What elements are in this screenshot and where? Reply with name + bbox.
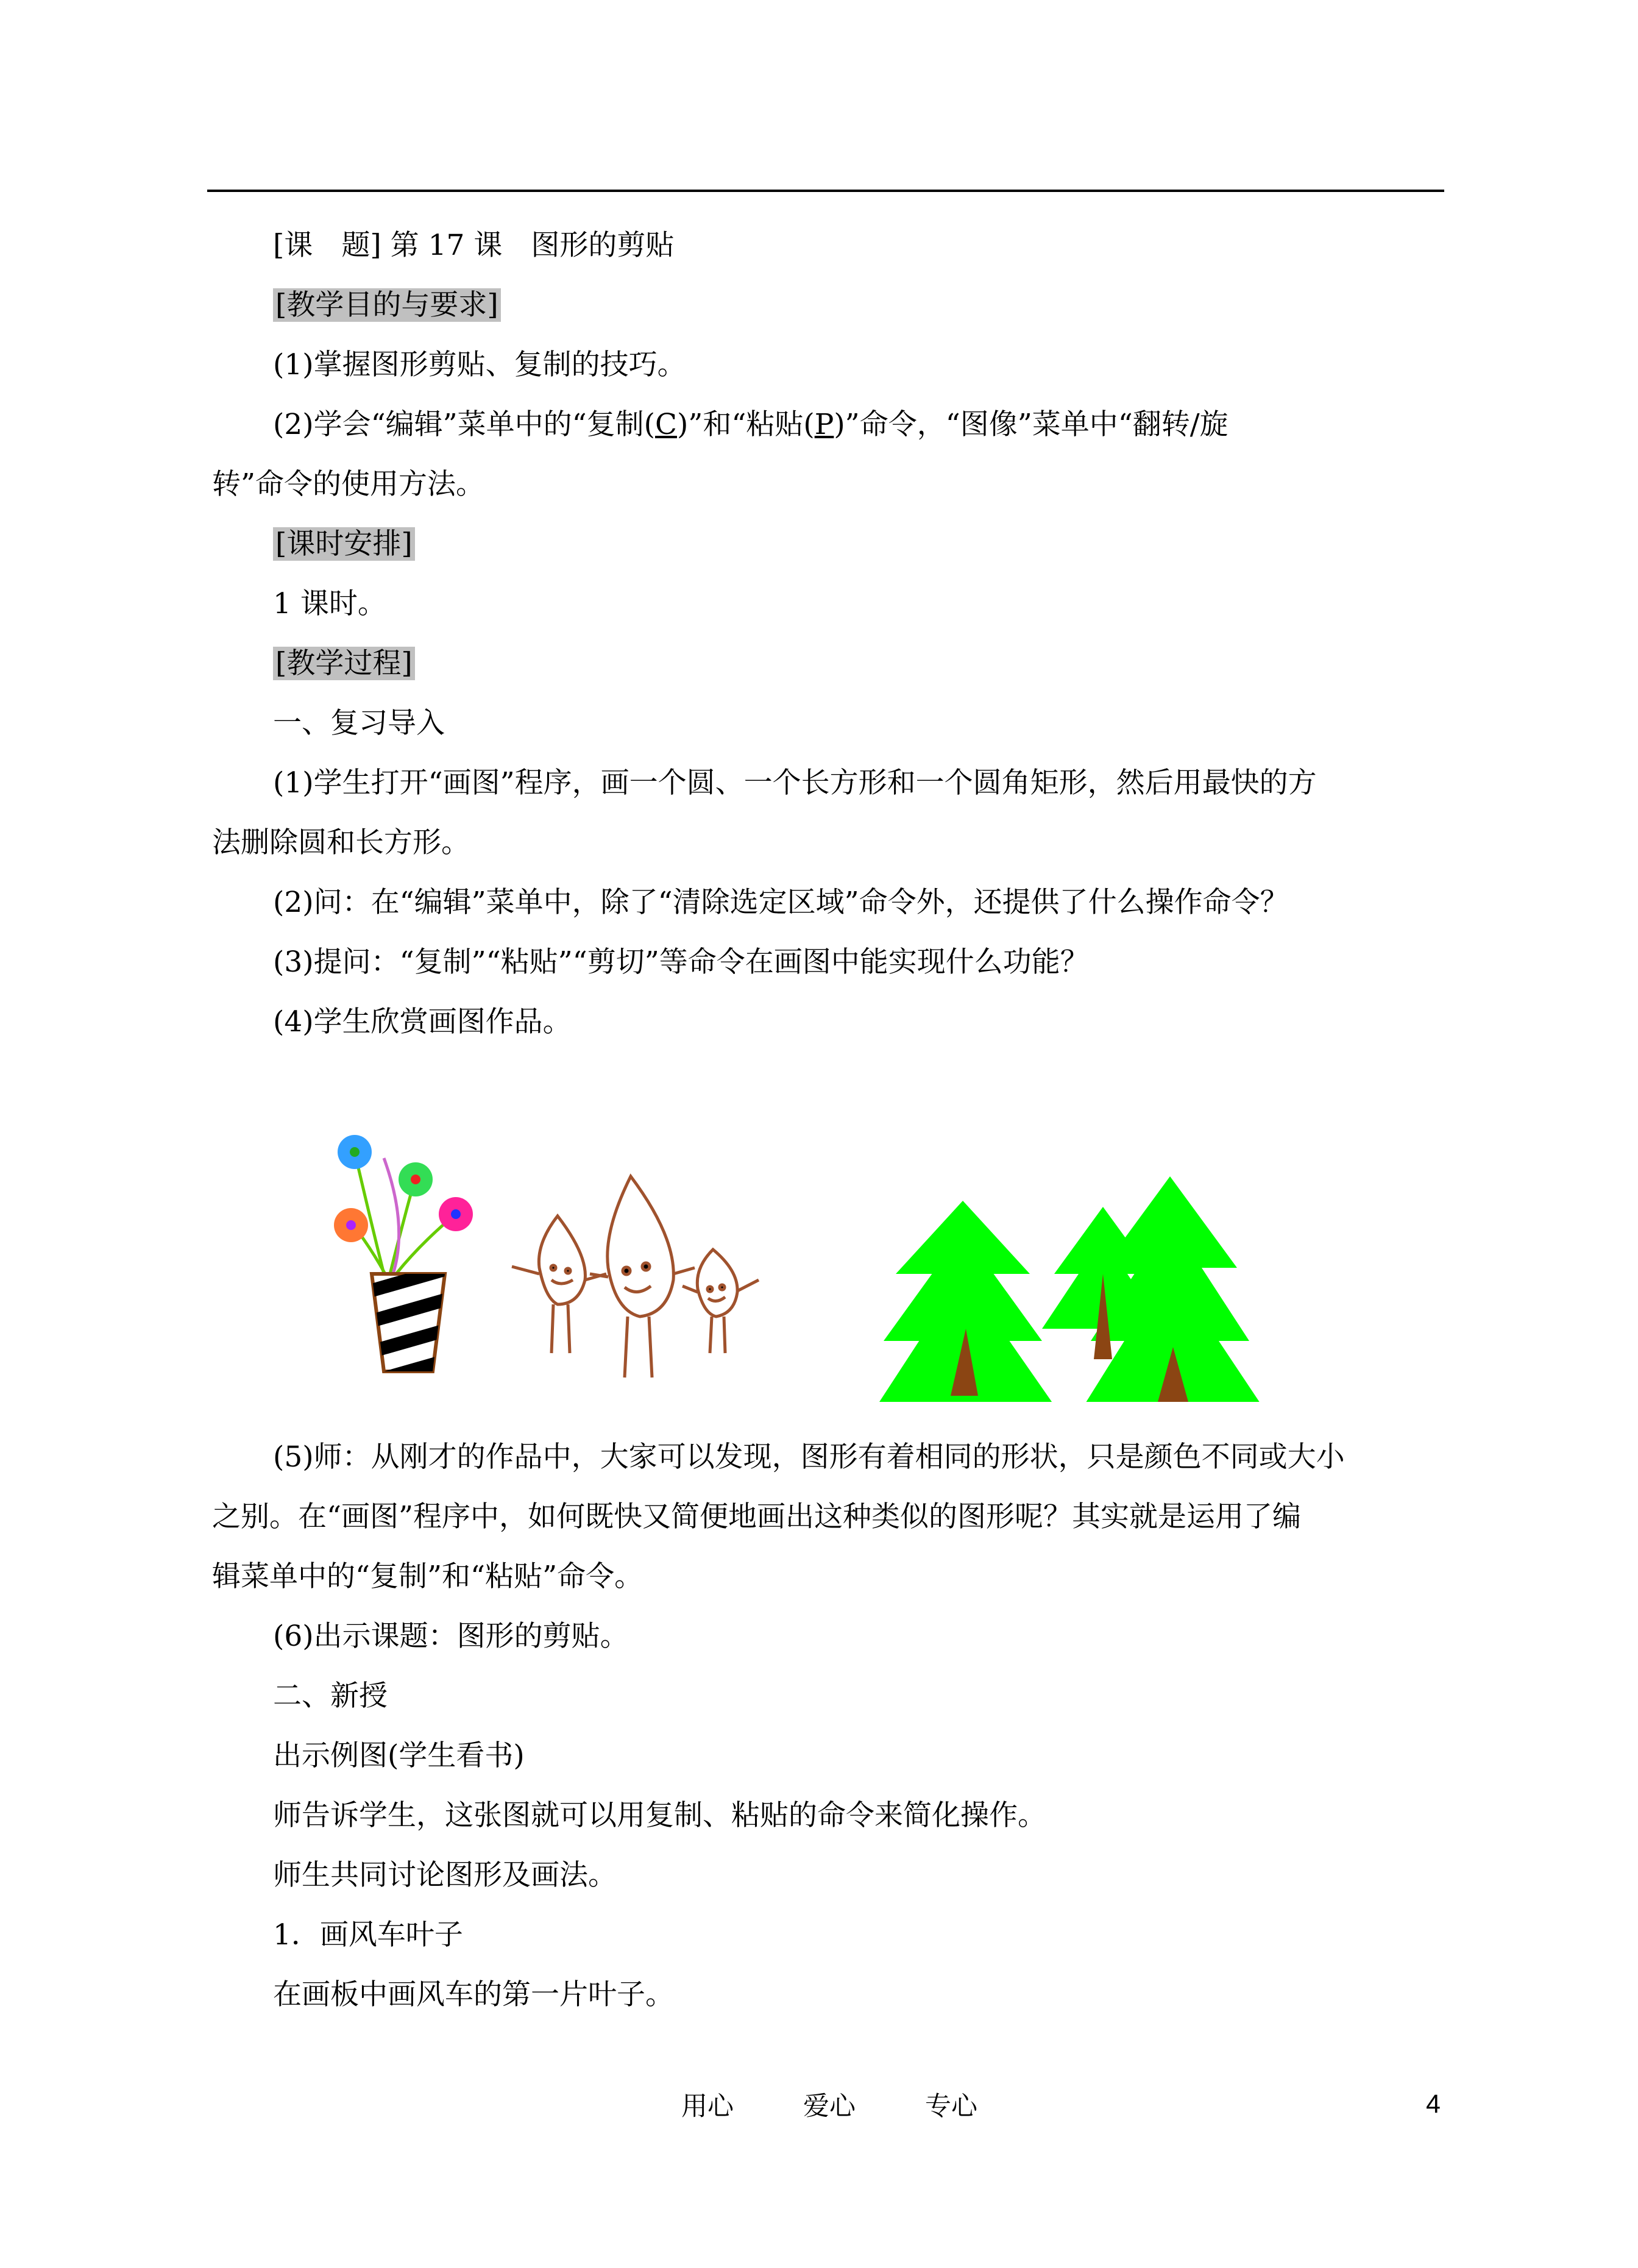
review-p3: (3)提问：“复制”“粘贴”“剪切”等命令在画图中能实现什么功能？ — [273, 945, 1089, 979]
lesson-title-line — [273, 227, 674, 264]
review-p1: (1)学生打开“画图”程序，画一个圆、一个长方形和一个圆角矩形，然后用最快的方 — [273, 766, 1317, 800]
footer-motto-1: 用心 — [681, 2091, 734, 2122]
lesson-number: 第 17 课 — [390, 229, 503, 262]
page-number: 4 — [1426, 2089, 1441, 2119]
section-schedule — [273, 526, 415, 563]
flower-green — [399, 1162, 433, 1196]
hotkey-p: P — [814, 408, 834, 441]
lesson-title: 图形的剪贴 — [531, 229, 675, 262]
goal-2-part-b: )”和“粘贴( — [676, 408, 815, 441]
flower-orange — [334, 1208, 368, 1242]
new-lesson-l5: 在画板中画风车的第一片叶子。 — [273, 1978, 674, 2011]
flower-blue — [338, 1135, 372, 1169]
goal-2 — [273, 407, 1228, 443]
lesson-label: [课 题] — [273, 229, 381, 262]
new-lesson-heading: 二、新授 — [273, 1679, 388, 1713]
new-lesson-l2: 师告诉学生，这张图就可以用复制、粘贴的命令来简化操作。 — [273, 1799, 1046, 1832]
pine-trees-drawing — [871, 1176, 1268, 1402]
section-schedule-label: [课时安排] — [273, 527, 415, 561]
goal-2-part-d: )”命令，“图像”菜单中“翻转/旋 — [834, 408, 1228, 441]
new-lesson-l3: 师生共同讨论图形及画法。 — [273, 1858, 617, 1892]
review-p6: (6)出示课题：图形的剪贴。 — [273, 1619, 629, 1653]
review-p5: (5)师：从刚才的作品中，大家可以发现，图形有着相同的形状，只是颜色不同或大小 — [273, 1440, 1345, 1474]
section-goals-label: [教学目的与要求] — [273, 288, 501, 322]
review-p1-cont: 法删除圆和长方形。 — [212, 826, 470, 859]
hotkey-c: C — [655, 408, 677, 441]
review-p4: (4)学生欣赏画图作品。 — [273, 1005, 572, 1039]
goal-2-part-a: (2)学会“编辑”菜单中的“复制( — [273, 408, 655, 441]
student-artwork-figure — [317, 1073, 1304, 1402]
droplet-small-left — [512, 1216, 606, 1353]
schedule-text: 1 课时。 — [273, 587, 386, 620]
droplet-large-middle — [590, 1176, 695, 1378]
section-goals — [273, 287, 501, 324]
goal-2-cont: 转”命令的使用方法。 — [212, 467, 485, 501]
section-process — [273, 645, 415, 682]
section-process-label: [教学过程] — [273, 647, 415, 680]
review-p2: (2)问：在“编辑”菜单中，除了“清除选定区域”命令外，还提供了什么操作命令？ — [273, 886, 1289, 919]
new-lesson-l4: 1．画风车叶子 — [273, 1918, 463, 1952]
flower-vase-drawing — [334, 1135, 473, 1384]
review-heading: 一、复习导入 — [273, 706, 445, 740]
droplet-characters — [512, 1176, 759, 1378]
droplet-small-right — [682, 1250, 759, 1353]
header-rule — [207, 190, 1444, 192]
review-p5-cont2: 辑菜单中的“复制”和“粘贴”命令。 — [212, 1560, 644, 1593]
new-lesson-l1: 出示例图(学生看书) — [273, 1739, 525, 1772]
footer-motto-2: 爱心 — [803, 2091, 856, 2122]
goal-1: (1)掌握图形剪贴、复制的技巧。 — [273, 348, 686, 382]
footer-motto-3: 专心 — [925, 2091, 977, 2122]
flower-magenta — [439, 1197, 473, 1231]
review-p5-cont1: 之别。在“画图”程序中，如何既快又简便地画出这种类似的图形呢？其实就是运用了编 — [212, 1500, 1302, 1534]
